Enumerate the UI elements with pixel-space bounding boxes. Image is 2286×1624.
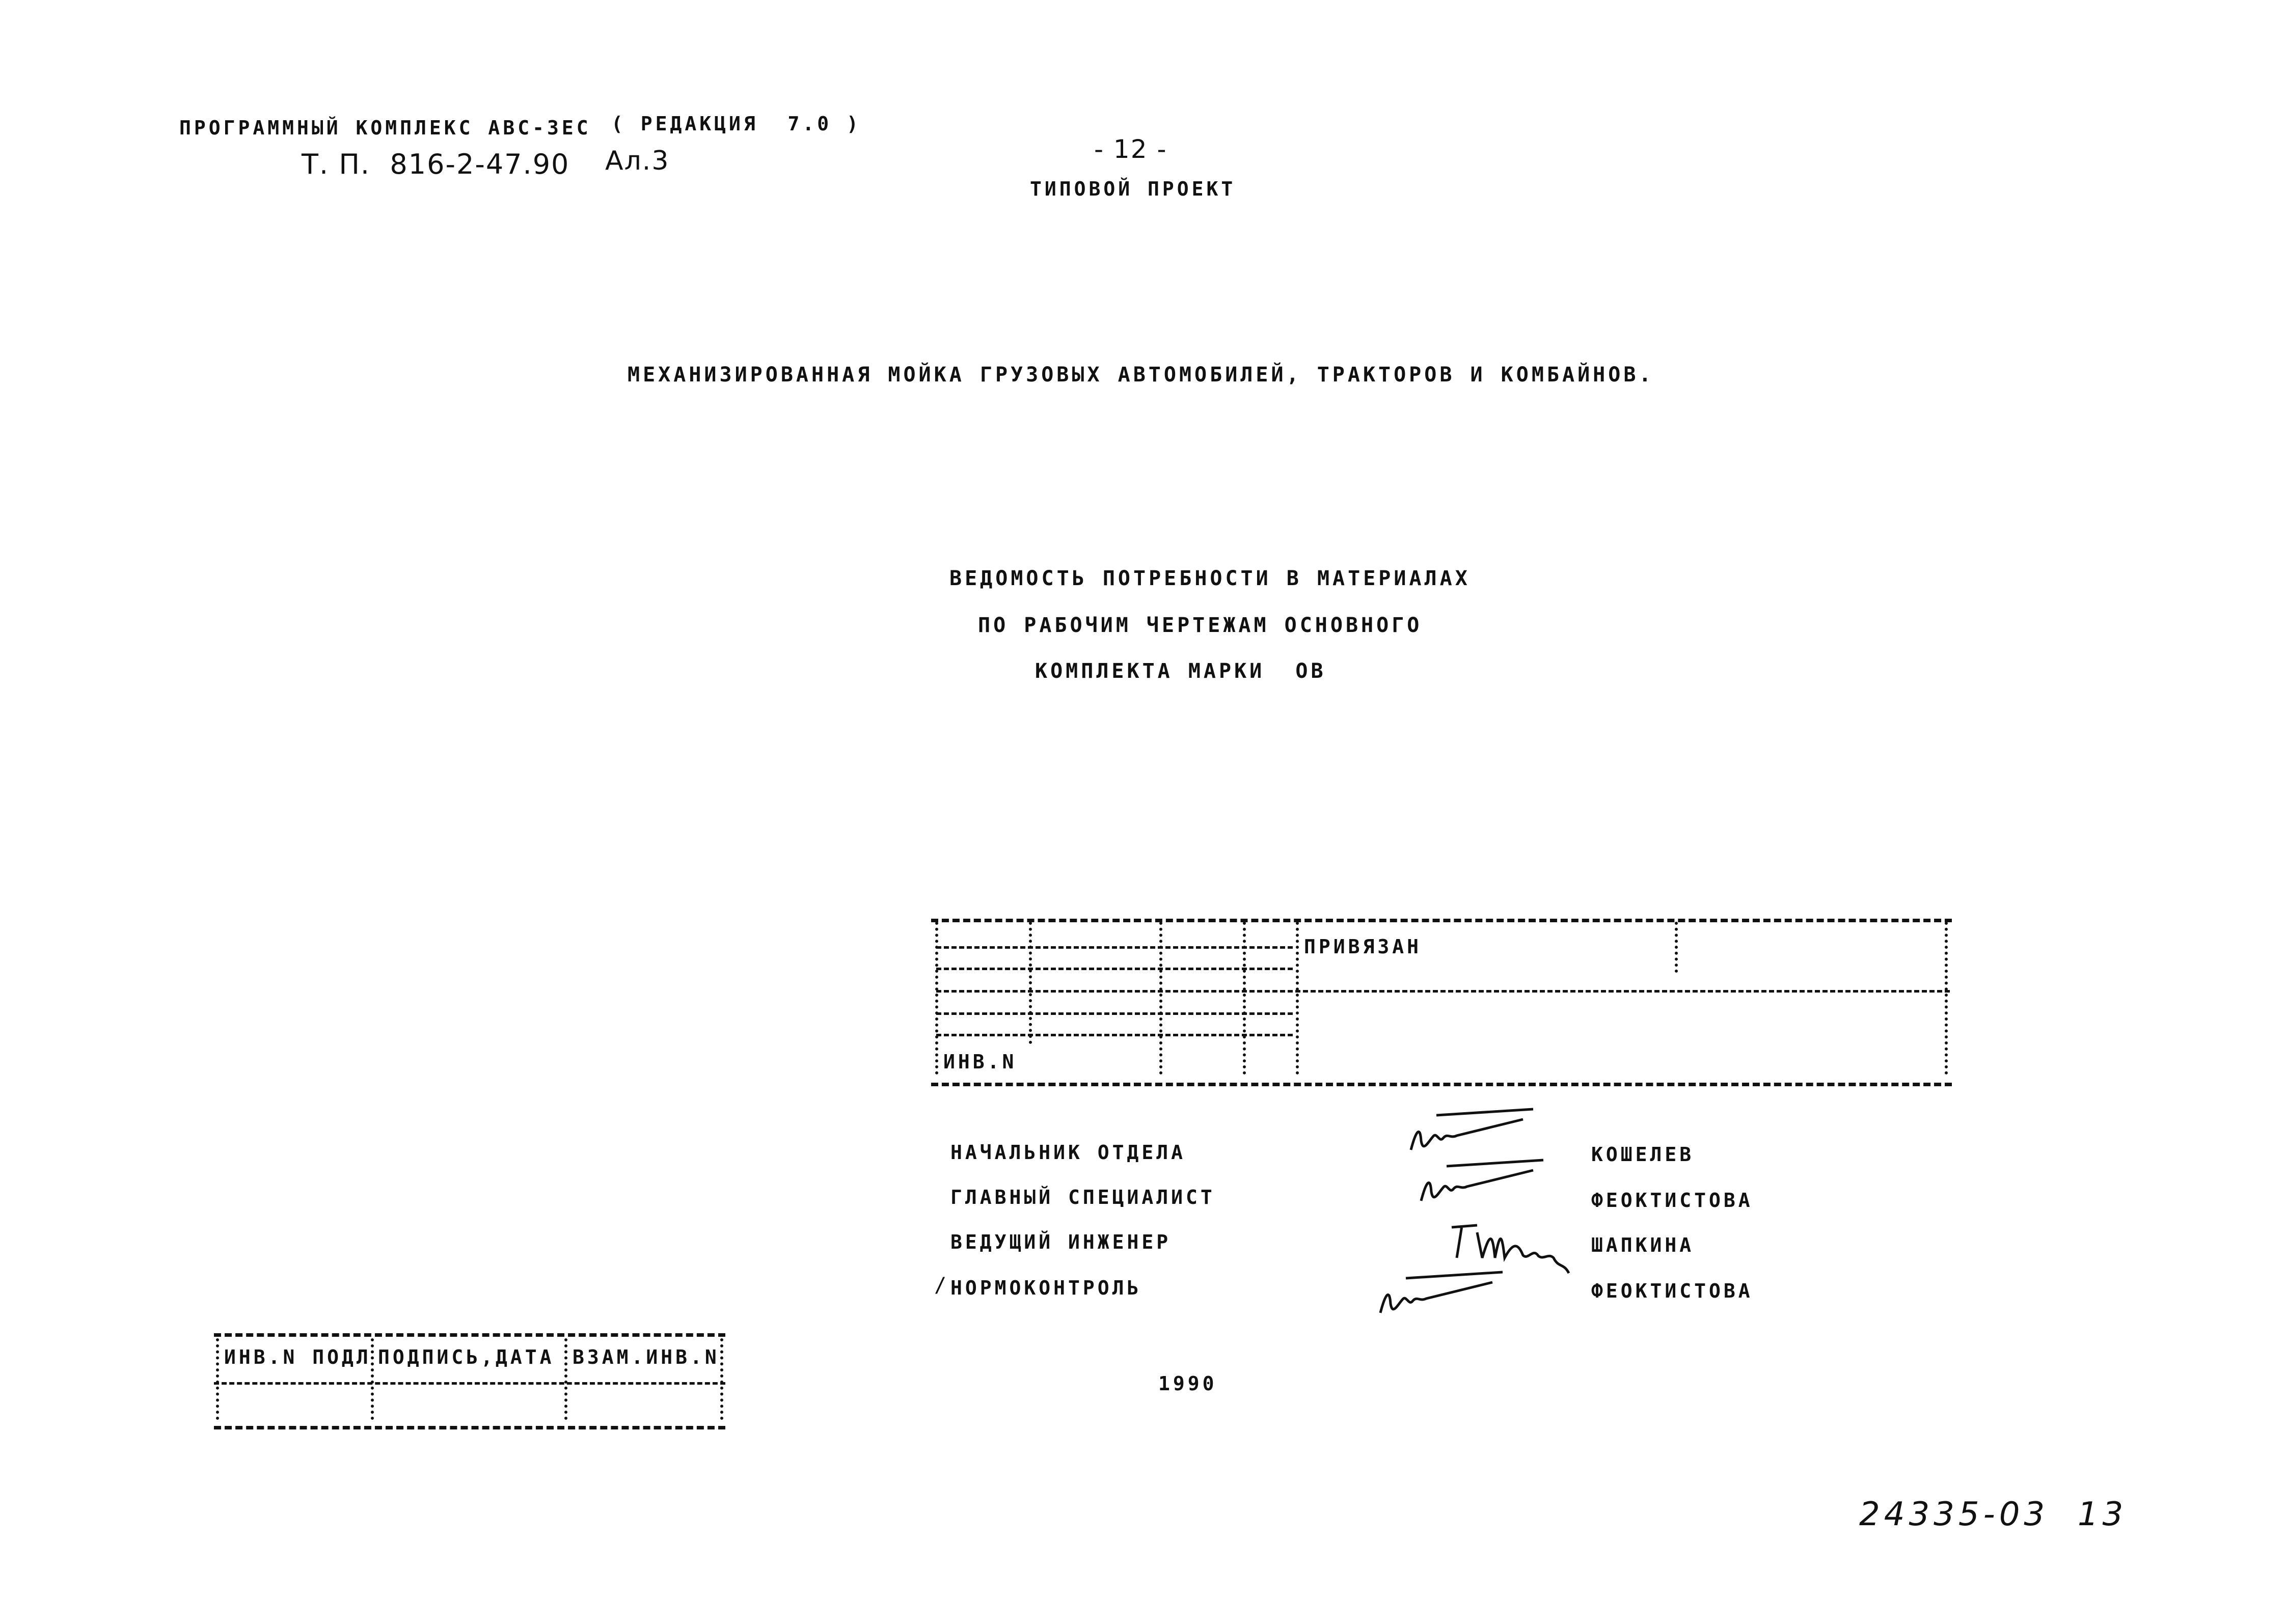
stamp-signature-date: ПОДПИСЬ,ДАТА	[378, 1346, 555, 1368]
mark-slash: /	[934, 1274, 950, 1297]
stamp-separator	[216, 1338, 219, 1420]
document-title-line-1: ВЕДОМОСТЬ ПОТРЕБНОСТИ В МАТЕРИАЛАХ	[949, 567, 1471, 590]
stamp-top-rule	[214, 1333, 725, 1337]
stamp-replacement-inv: ВЗАМ.ИНВ.N	[573, 1346, 720, 1368]
page-number: - 12 -	[1094, 134, 1167, 164]
stamp-bottom-rule	[214, 1426, 725, 1429]
grid-separator	[1296, 922, 1299, 1075]
grid-separator	[1675, 922, 1678, 973]
signature-feoktistova-1	[1416, 1156, 1569, 1212]
grid-separator	[935, 922, 938, 1075]
stamp-middle-rule	[214, 1382, 725, 1385]
stamp-separator	[371, 1338, 374, 1420]
year-label: 1990	[1158, 1372, 1217, 1395]
project-title: МЕХАНИЗИРОВАННАЯ МОЙКА ГРУЗОВЫХ АВТОМОБИЛЕЙ, ТРАКТОРОВ И КОМБАЙНОВ.	[628, 363, 1654, 387]
stamp-separator	[720, 1338, 723, 1420]
grid-separator	[1159, 922, 1162, 1075]
stamp-separator	[564, 1338, 567, 1420]
grid-separator	[1243, 922, 1246, 1075]
name-kosheley: КОШЕЛЕВ	[1591, 1143, 1695, 1166]
grid-rule	[936, 946, 1293, 949]
album-number: Ал.3	[605, 146, 670, 176]
signature-kosheley	[1406, 1105, 1559, 1161]
inv-label: ИНВ.N	[943, 1051, 1017, 1073]
role-head-of-department: НАЧАЛЬНИК ОТДЕЛА	[950, 1141, 1186, 1164]
grid-separator	[1945, 922, 1948, 1075]
role-norm-control: НОРМОКОНТРОЛЬ	[950, 1277, 1142, 1299]
binding-top-rule	[931, 919, 1952, 922]
role-lead-engineer: ВЕДУЩИЙ ИНЖЕНЕР	[950, 1231, 1172, 1253]
grid-separator	[1029, 922, 1032, 1044]
grid-rule	[936, 990, 1950, 993]
document-title-line-3: КОМПЛЕКТА МАРКИ ОВ	[1035, 659, 1326, 683]
document-title-line-2: ПО РАБОЧИМ ЧЕРТЕЖАМ ОСНОВНОГО	[978, 614, 1423, 637]
grid-rule	[936, 1034, 1293, 1036]
grid-rule	[936, 968, 1293, 970]
archive-number: 24335-03 13	[1859, 1496, 2128, 1533]
role-chief-specialist: ГЛАВНЫЙ СПЕЦИАЛИСТ	[950, 1186, 1215, 1208]
binding-bottom-rule	[931, 1083, 1952, 1086]
name-feoktistova-1: ФЕОКТИСТОВА	[1591, 1189, 1753, 1212]
name-feoktistova-2: ФЕОКТИСТОВА	[1591, 1280, 1753, 1302]
grid-rule	[936, 1012, 1293, 1015]
edition-label: ( РЕДАКЦИЯ 7.0 )	[611, 113, 861, 135]
signature-feoktistova-2	[1375, 1268, 1528, 1324]
project-type-label: ТИПОВОЙ ПРОЕКТ	[1030, 178, 1236, 200]
software-label: ПРОГРАММНЫЙ КОМПЛЕКС АВС-3ЕС	[179, 117, 591, 139]
stamp-inv-original: ИНВ.N ПОДЛ	[224, 1346, 371, 1368]
bound-label: ПРИВЯЗАН	[1304, 935, 1422, 958]
project-code: Т. П. 816-2-47.90	[302, 148, 570, 180]
name-shapkina: ШАПКИНА	[1591, 1234, 1695, 1256]
